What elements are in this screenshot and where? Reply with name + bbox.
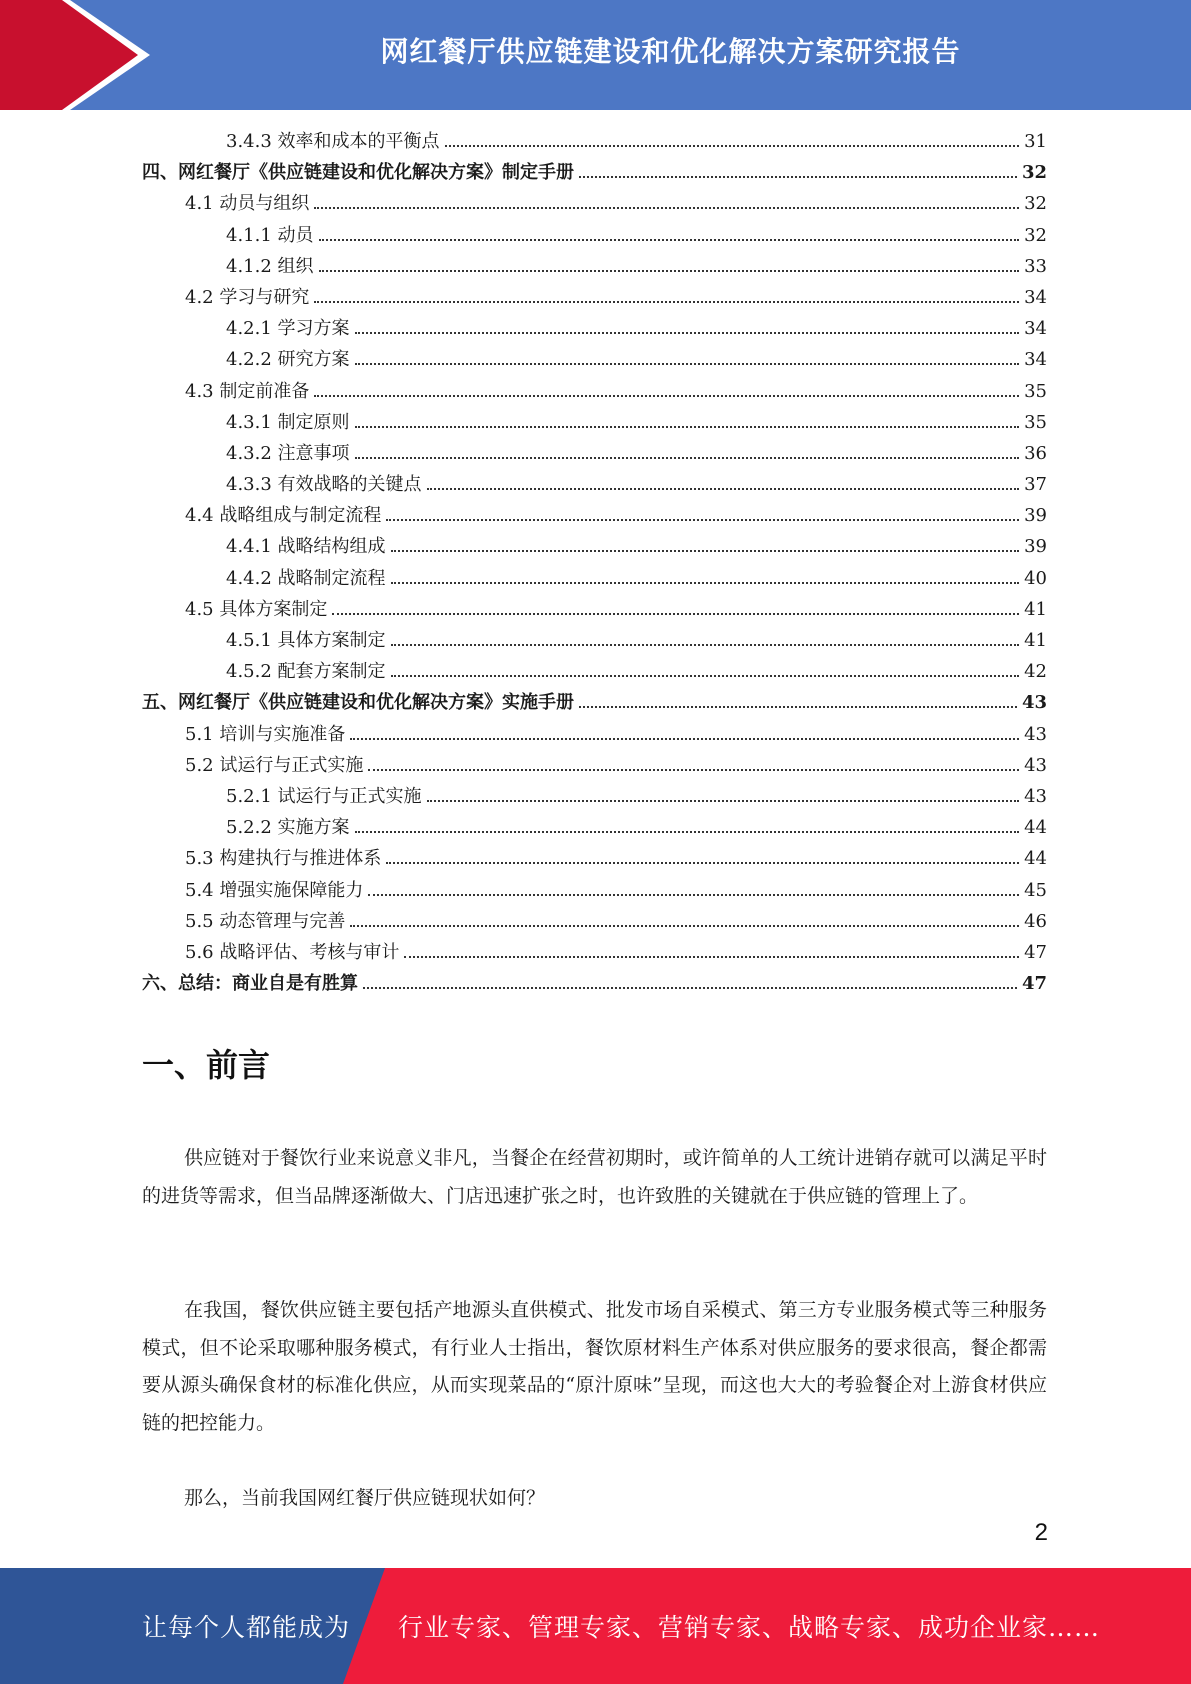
toc-entry[interactable] xyxy=(142,907,1047,938)
toc-entry-label: 4.2.1 学习方案 xyxy=(226,318,350,340)
toc-entry-label: 5.4 增强实施保障能力 xyxy=(185,879,364,901)
toc-entry-label: 4.5 具体方案制定 xyxy=(185,598,328,620)
toc-entry-page: 39 xyxy=(1024,505,1047,527)
toc-dot-leader xyxy=(368,893,1019,896)
paragraph: 在我国，餐饮供应链主要包括产地源头直供模式、批发市场自采模式、第三方专业服务模式等三种服务模式，但不论采取哪种服务模式，有行业人士指出，餐饮原材料生产体系对供应服务的要求很高，餐企都需要从源头确保食材的标准化供应，从而实现菜品的“原汁原味”呈现，而这也大大的考验餐企对上游食材供应链的把控能力。 xyxy=(142,1299,1047,1434)
header-chevron-decoration xyxy=(0,0,150,110)
toc-entry-label: 4.1 动员与组织 xyxy=(185,193,310,215)
toc-dot-leader xyxy=(332,612,1019,615)
toc-entry-page: 39 xyxy=(1024,536,1047,558)
toc-entry-label: 5.2.1 试运行与正式实施 xyxy=(226,785,422,807)
toc-entry-label: 5.5 动态管理与完善 xyxy=(185,910,346,932)
toc-entry-page: 46 xyxy=(1024,910,1047,932)
toc-entry-page: 34 xyxy=(1024,318,1047,340)
toc-entry-page: 31 xyxy=(1024,131,1047,152)
toc-entry[interactable] xyxy=(142,938,1047,969)
toc-entry-page: 40 xyxy=(1024,567,1047,589)
toc-entry[interactable] xyxy=(142,127,1047,158)
header-banner xyxy=(0,0,1191,110)
paragraph: 那么，当前我国网红餐厅供应链现状如何？ xyxy=(184,1487,546,1509)
toc-entry-label: 5.1 培训与实施准备 xyxy=(185,723,346,745)
toc-entry-label: 4.2.2 研究方案 xyxy=(226,349,350,371)
toc-dot-leader xyxy=(314,300,1019,303)
toc-entry[interactable] xyxy=(142,688,1047,719)
toc-entry[interactable] xyxy=(142,876,1047,907)
toc-dot-leader xyxy=(350,924,1019,927)
toc-dot-leader xyxy=(386,518,1019,521)
toc-entry-page: 34 xyxy=(1024,286,1047,308)
toc-dot-leader xyxy=(579,705,1017,708)
toc-dot-leader xyxy=(355,456,1020,459)
toc-entry-page: 37 xyxy=(1024,474,1047,496)
toc-dot-leader xyxy=(386,861,1019,864)
toc-entry-page: 41 xyxy=(1024,598,1047,620)
toc-entry-label: 3.4.3 效率和成本的平衡点 xyxy=(226,131,440,152)
toc-entry[interactable] xyxy=(142,408,1047,439)
toc-entry-label: 4.4.2 战略制定流程 xyxy=(226,567,386,589)
toc-dot-leader xyxy=(391,643,1020,646)
toc-dot-leader xyxy=(427,487,1020,490)
toc-entry[interactable] xyxy=(142,782,1047,813)
toc-entry-label: 4.4.1 战略结构组成 xyxy=(226,536,386,558)
toc-entry-page: 35 xyxy=(1024,380,1047,402)
document-title: 网红餐厅供应链建设和优化解决方案研究报告 xyxy=(380,35,961,68)
toc-entry[interactable] xyxy=(142,969,1047,1000)
page-number: 2 xyxy=(1034,1519,1048,1546)
table-of-contents xyxy=(142,127,1047,1000)
toc-entry-page: 35 xyxy=(1024,411,1047,433)
toc-entry-page: 33 xyxy=(1024,255,1047,277)
toc-entry[interactable] xyxy=(142,314,1047,345)
toc-entry-label: 4.2 学习与研究 xyxy=(185,286,310,308)
footer-slogan-left: 让每个人都能成为 xyxy=(142,1613,351,1642)
toc-entry-page: 42 xyxy=(1024,661,1047,683)
toc-entry-label: 5.2.2 实施方案 xyxy=(226,817,350,839)
toc-dot-leader xyxy=(391,549,1020,552)
toc-dot-leader xyxy=(579,175,1017,178)
toc-entry[interactable] xyxy=(142,595,1047,626)
toc-dot-leader xyxy=(355,425,1020,428)
toc-dot-leader xyxy=(427,799,1020,802)
toc-dot-leader xyxy=(319,269,1020,272)
toc-entry-page: 32 xyxy=(1024,193,1047,215)
toc-entry-label: 六、总结：商业自是有胜算 xyxy=(142,973,358,995)
toc-entry-label: 四、网红餐厅《供应链建设和优化解决方案》制定手册 xyxy=(142,162,574,184)
toc-entry-page: 47 xyxy=(1021,973,1047,995)
toc-dot-leader xyxy=(404,955,1019,958)
toc-entry-page: 43 xyxy=(1024,723,1047,745)
toc-entry-label: 4.1.1 动员 xyxy=(226,224,314,246)
toc-entry-label: 4.1.2 组织 xyxy=(226,255,314,277)
toc-entry-page: 32 xyxy=(1024,224,1047,246)
toc-entry-page: 34 xyxy=(1024,349,1047,371)
toc-entry[interactable] xyxy=(142,813,1047,844)
toc-entry[interactable] xyxy=(142,377,1047,408)
toc-dot-leader xyxy=(368,768,1019,771)
toc-entry[interactable] xyxy=(142,844,1047,875)
toc-entry-label: 4.3.1 制定原则 xyxy=(226,411,350,433)
toc-entry[interactable] xyxy=(142,283,1047,314)
toc-dot-leader xyxy=(391,581,1020,584)
toc-dot-leader xyxy=(355,362,1020,365)
toc-entry-page: 44 xyxy=(1024,817,1047,839)
toc-entry[interactable] xyxy=(142,252,1047,283)
toc-entry-label: 4.5.1 具体方案制定 xyxy=(226,630,386,651)
paragraph: 供应链对于餐饮行业来说意义非凡，当餐企在经营初期时，或许简单的人工统计进销存就可以满足平时的进货等需求，但当品牌逐渐做大、门店迅速扩张之时，也许致胜的关键就在于供应链的管理上了。 xyxy=(142,1147,1047,1207)
section-heading: 一、前言 xyxy=(142,1046,271,1084)
toc-entry[interactable] xyxy=(142,345,1047,376)
toc-entry-page: 45 xyxy=(1024,879,1047,901)
toc-entry-label: 5.6 战略评估、考核与审计 xyxy=(185,941,400,963)
toc-entry-label: 4.3.3 有效战略的关键点 xyxy=(226,474,422,496)
toc-entry[interactable] xyxy=(142,221,1047,252)
toc-entry[interactable] xyxy=(142,470,1047,501)
footer-banner xyxy=(0,1568,1191,1684)
toc-entry-page: 43 xyxy=(1021,692,1047,714)
toc-entry[interactable] xyxy=(142,189,1047,220)
toc-dot-leader xyxy=(363,986,1017,989)
toc-dot-leader xyxy=(319,238,1020,241)
toc-dot-leader xyxy=(391,674,1020,677)
toc-entry[interactable] xyxy=(142,532,1047,563)
toc-dot-leader xyxy=(445,144,1020,147)
toc-entry[interactable] xyxy=(142,751,1047,782)
toc-dot-leader xyxy=(350,737,1019,740)
toc-entry[interactable] xyxy=(142,158,1047,189)
footer-slogan-right: 行业专家、管理专家、营销专家、战略专家、成功企业家…… xyxy=(398,1613,1101,1642)
toc-entry-label: 4.3 制定前准备 xyxy=(185,380,310,402)
toc-entry-label: 5.2 试运行与正式实施 xyxy=(185,754,364,776)
toc-entry-label: 4.4 战略组成与制定流程 xyxy=(185,505,382,527)
toc-entry[interactable] xyxy=(142,720,1047,751)
toc-entry[interactable] xyxy=(142,626,1047,657)
toc-entry-page: 47 xyxy=(1024,941,1047,963)
toc-entry[interactable] xyxy=(142,657,1047,688)
toc-entry-label: 4.5.2 配套方案制定 xyxy=(226,661,386,683)
toc-entry[interactable] xyxy=(142,501,1047,532)
toc-dot-leader xyxy=(355,331,1020,334)
toc-entry-label: 5.3 构建执行与推进体系 xyxy=(185,848,382,870)
toc-entry[interactable] xyxy=(142,564,1047,595)
toc-dot-leader xyxy=(355,830,1020,833)
toc-entry-page: 43 xyxy=(1024,754,1047,776)
toc-entry-label: 五、网红餐厅《供应链建设和优化解决方案》实施手册 xyxy=(142,692,574,714)
toc-entry-page: 43 xyxy=(1024,785,1047,807)
toc-entry[interactable] xyxy=(142,439,1047,470)
toc-dot-leader xyxy=(314,206,1019,209)
toc-entry-label: 4.3.2 注意事项 xyxy=(226,442,350,464)
toc-entry-page: 36 xyxy=(1024,442,1047,464)
toc-dot-leader xyxy=(314,394,1019,397)
toc-entry-page: 41 xyxy=(1024,630,1047,651)
toc-entry-page: 32 xyxy=(1021,162,1047,184)
toc-entry-page: 44 xyxy=(1024,848,1047,870)
